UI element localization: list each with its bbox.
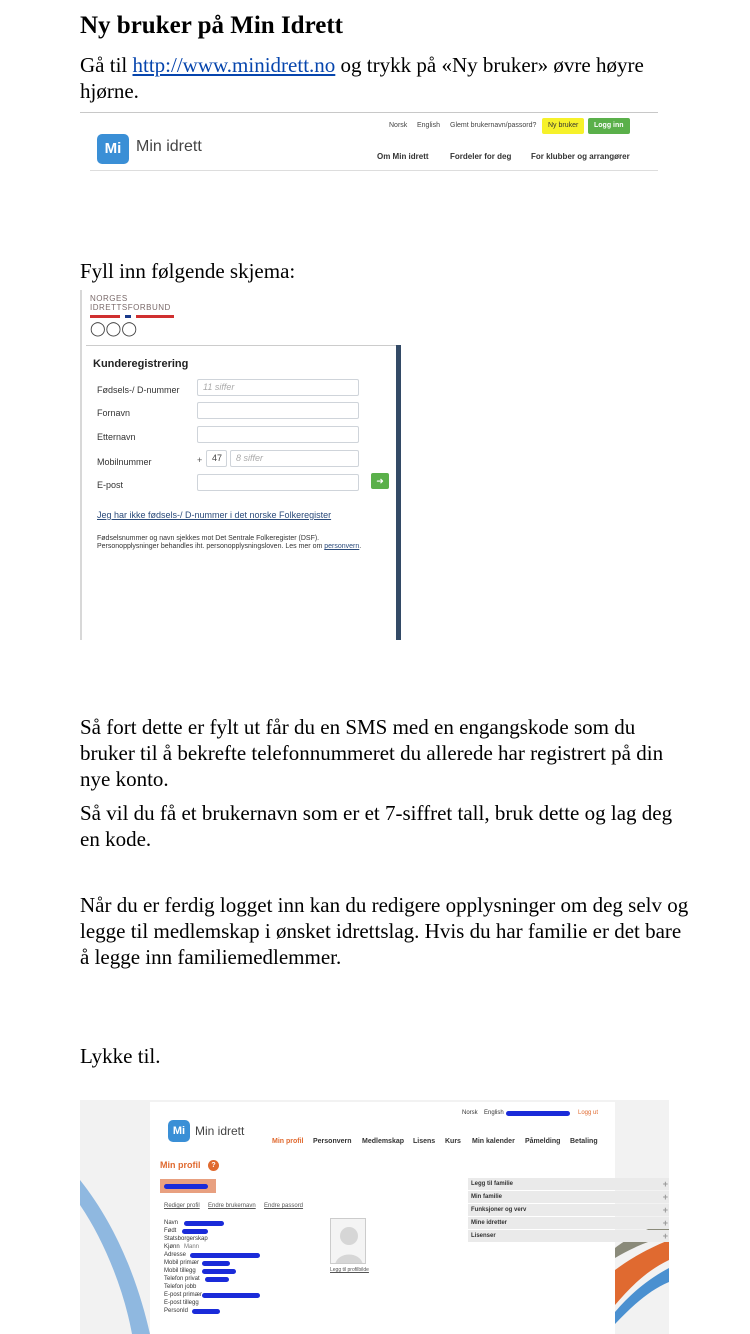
nav-license[interactable]: Lisens	[413, 1138, 436, 1145]
nav-payment[interactable]: Betaling	[570, 1138, 598, 1145]
privacy-text: Fødselsnummer og navn sjekkes mot Det Sentrale Folkeregister (DSF). Personopplysninger behandles iht. personopplysningsloven. Les mer om	[97, 535, 323, 550]
redacted-username	[506, 1111, 570, 1116]
field-personid-label: PersonId	[164, 1308, 189, 1314]
field-gender-value: Mann	[184, 1244, 200, 1250]
logout-link[interactable]: Logg ut	[578, 1110, 599, 1116]
plus-sign: +	[197, 455, 203, 465]
section-title: Min profil	[160, 1160, 201, 1170]
accordion-my-sports[interactable]	[468, 1217, 669, 1229]
form-title: Kunderegistrering	[93, 358, 189, 370]
field-phone-work-label: Telefon jobb	[164, 1284, 197, 1290]
field-email-primary-label: E-post primær	[164, 1292, 203, 1298]
intro-paragraph	[80, 52, 690, 104]
accordion-licenses[interactable]	[468, 1230, 669, 1242]
field-born-label: Født	[164, 1228, 177, 1234]
redacted-name	[164, 1184, 208, 1189]
field-citizenship-label: Statsborgerskap	[164, 1236, 208, 1242]
nav-clubs[interactable]: For klubber og arrangører	[531, 152, 630, 161]
brand-name: Min idrett	[195, 1124, 245, 1138]
screenshot-header	[80, 110, 658, 174]
email-label: E-post	[97, 480, 124, 490]
intro-prefix: Gå til	[80, 53, 133, 77]
nav-about[interactable]: Om Min idrett	[377, 152, 429, 161]
document-title: Ny bruker på Min Idrett	[80, 12, 343, 39]
help-icon[interactable]: ?	[208, 1160, 219, 1171]
field-mobile-primary-label: Mobil primær	[164, 1260, 200, 1266]
brand-name: Min idrett	[136, 138, 202, 155]
field-gender-label: Kjønn	[164, 1244, 180, 1250]
screenshot-registration-form	[80, 290, 403, 640]
lang-norsk-link[interactable]: Norsk	[389, 122, 408, 129]
redacted-value	[190, 1253, 260, 1258]
mobile-input[interactable]: 8 siffer	[230, 450, 359, 467]
first-name-label: Fornavn	[97, 408, 131, 418]
nav-registration[interactable]: Påmelding	[525, 1138, 561, 1145]
change-password-link[interactable]: Endre passord	[264, 1203, 304, 1209]
org-line-1: NORGES	[90, 294, 128, 303]
ssn-label: Fødsels-/ D-nummer	[97, 385, 180, 395]
redacted-value	[202, 1269, 236, 1274]
plus-icon: +	[662, 1231, 668, 1241]
nav-courses[interactable]: Kurs	[445, 1138, 461, 1145]
mobile-label: Mobilnummer	[97, 457, 152, 467]
lang-english-link[interactable]: English	[484, 1110, 504, 1116]
privacy-note	[97, 535, 382, 551]
accordion-label: Legg til familie	[471, 1181, 514, 1187]
field-phone-private-label: Telefon privat	[164, 1276, 200, 1282]
logged-in-paragraph: Når du er ferdig logget inn kan du redigere opplysninger om deg selv og legge til medlemskap i ønsket idrettslag. Hvis du har familie er det bare å legge inn familiemedlemmer.	[80, 893, 689, 969]
email-input[interactable]	[197, 474, 359, 491]
nav-privacy[interactable]: Personvern	[313, 1138, 352, 1145]
privacy-link[interactable]: personvern	[324, 543, 360, 550]
ssn-input[interactable]: 11 siffer	[197, 379, 359, 396]
plus-icon: +	[662, 1218, 668, 1228]
plus-icon: +	[662, 1192, 668, 1202]
forgot-password-link[interactable]: Glemt brukernavn/passord?	[450, 122, 537, 129]
accordion-label: Funksjoner og verv	[471, 1207, 527, 1213]
org-line-2: IDRETTSFORBUND	[90, 303, 171, 312]
plus-icon: +	[662, 1179, 668, 1189]
screenshot-profile	[80, 1100, 669, 1334]
add-photo-link[interactable]: Legg til profilbilde	[330, 1267, 369, 1273]
nav-calendar[interactable]: Min kalender	[472, 1138, 515, 1145]
lang-english-link[interactable]: English	[417, 122, 440, 129]
nav-membership[interactable]: Medlemskap	[362, 1138, 405, 1145]
frame-line	[90, 170, 658, 171]
last-name-label: Etternavn	[97, 432, 136, 442]
login-button[interactable]: Logg inn	[588, 118, 630, 134]
frame-line	[80, 112, 658, 113]
submit-arrow-button[interactable]	[371, 473, 389, 489]
person-silhouette-icon	[331, 1219, 366, 1264]
nav-benefits[interactable]: Fordeler for deg	[450, 152, 512, 161]
olympic-rings-icon: ◯◯◯	[90, 320, 138, 336]
accordion-label: Lisenser	[471, 1233, 496, 1239]
change-username-link[interactable]: Endre brukernavn	[208, 1203, 256, 1209]
fill-instruction: Fyll inn følgende skjema:	[80, 259, 296, 283]
side-stripe	[396, 345, 401, 640]
first-name-input[interactable]	[197, 402, 359, 419]
redacted-value	[184, 1221, 224, 1226]
field-name-label: Navn	[164, 1220, 179, 1226]
redacted-value	[192, 1309, 220, 1314]
minidrett-link[interactable]: http://www.minidrett.no	[132, 53, 336, 77]
redacted-value	[202, 1261, 230, 1266]
no-ssn-link[interactable]: Jeg har ikke fødsels-/ D-nummer i det norske Folkeregister	[97, 510, 332, 520]
intro-suffix: og trykk på «Ny bruker» øvre høyre hjørne.	[80, 53, 644, 103]
lang-norsk-link[interactable]: Norsk	[462, 1110, 478, 1116]
redacted-value	[182, 1229, 208, 1234]
accordion-label: Mine idretter	[471, 1220, 508, 1226]
privacy-end: .	[359, 543, 362, 550]
flag-bar-blue	[125, 315, 131, 318]
redacted-value	[205, 1277, 229, 1282]
accordion-my-family[interactable]	[468, 1191, 669, 1203]
accordion-add-family[interactable]	[468, 1178, 669, 1190]
profile-card	[150, 1102, 668, 1334]
field-address-label: Adresse	[164, 1252, 187, 1258]
mi-logo: Mi	[97, 134, 129, 164]
accordion-label: Min familie	[471, 1194, 503, 1200]
flag-bar-red	[90, 315, 120, 318]
nav-my-profile[interactable]: Min profil	[272, 1138, 304, 1145]
plus-icon: +	[662, 1205, 668, 1215]
accordion-roles[interactable]	[468, 1204, 669, 1216]
country-code-input[interactable]: 47	[206, 450, 227, 467]
redacted-value	[202, 1293, 260, 1298]
avatar-placeholder	[330, 1218, 366, 1264]
last-name-input[interactable]	[197, 426, 359, 443]
new-user-button[interactable]: Ny bruker	[542, 118, 584, 134]
org-name	[90, 294, 171, 312]
username-paragraph: Så vil du få et brukernavn som er et 7-siffret tall, bruk dette og lag deg en kode.	[80, 801, 673, 851]
field-email-extra-label: E-post tillegg	[164, 1300, 199, 1306]
good-luck-text: Lykke til.	[80, 1044, 161, 1068]
flag-bar-red	[136, 315, 174, 318]
field-mobile-extra-label: Mobil tillegg	[164, 1268, 196, 1274]
mi-logo: Mi	[168, 1120, 190, 1142]
sms-paragraph: Så fort dette er fylt ut får du en SMS med en engangskode som du bruker til å bekrefte telefonnummeret du allerede har registrert på din nye konto.	[80, 715, 664, 791]
arrow-right-icon: ➜	[376, 476, 384, 486]
edit-profile-link[interactable]: Rediger profil	[164, 1203, 200, 1209]
